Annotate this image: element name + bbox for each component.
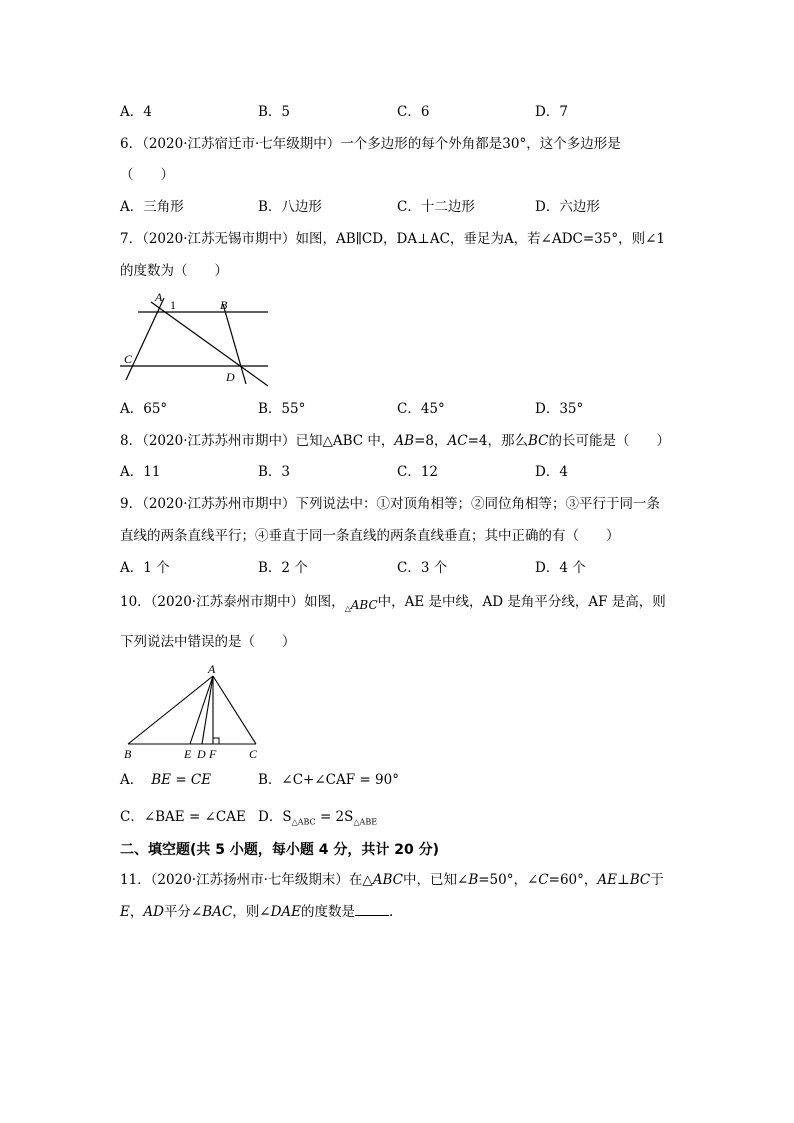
label-c: C xyxy=(249,747,258,761)
q10-option-d-mid: = 2S xyxy=(315,809,354,825)
q10-option-a-math: BE = CE xyxy=(151,772,212,788)
q10-option-d-sub2: △ABE xyxy=(353,817,378,827)
q10-stem-line1 xyxy=(120,593,666,613)
q8-ac: AC xyxy=(447,433,468,449)
q8-ac-val: =4，那么 xyxy=(467,433,528,449)
q10-option-a-label: A． xyxy=(120,772,144,788)
q8-ab-val: =8， xyxy=(414,433,448,449)
q7-option-c: C．45° xyxy=(397,401,445,417)
q11-stem-line2 xyxy=(120,903,393,921)
label-angle-1: 1 xyxy=(170,298,176,312)
label-b: B xyxy=(124,747,132,761)
q10-option-c: C．∠BAE = ∠CAE xyxy=(120,809,246,825)
q10-option-a xyxy=(120,771,211,789)
q11-end: . xyxy=(389,904,394,920)
q7-parallel-lines-figure xyxy=(118,290,273,390)
side-ac xyxy=(213,676,256,744)
q11-tail2: 的度数是 xyxy=(301,904,355,920)
q8-ab: AB xyxy=(394,433,415,449)
q11-ad: AD xyxy=(143,904,164,920)
q6-option-b: B．八边形 xyxy=(258,199,322,215)
q11-bc: BC xyxy=(629,872,651,888)
q11-stem-line1 xyxy=(120,871,664,889)
q5-option-b: B．5 xyxy=(258,104,291,120)
q9-option-b: B．2 个 xyxy=(258,560,308,576)
q10-option-d-label: D． xyxy=(258,809,283,825)
q11-tail1: 于 xyxy=(650,872,664,888)
section-2-heading: 二、填空题(共 5 小题，每小题 4 分，共计 20 分) xyxy=(120,842,440,858)
q9-option-a: A．1 个 xyxy=(120,560,170,576)
q10-option-d xyxy=(258,808,377,832)
q11-mid5: ，则∠ xyxy=(232,904,271,920)
q10-option-d-s1: S xyxy=(282,809,292,825)
label-f: F xyxy=(209,747,217,761)
q8-option-b: B．3 xyxy=(258,464,291,480)
q8-suffix: 的长可能是（ ） xyxy=(548,433,671,449)
q11-bac: BAC xyxy=(202,904,233,920)
q11-mid1: 中，已知∠ xyxy=(403,872,469,888)
q10-abc: ABC xyxy=(350,598,378,612)
q8-bc: BC xyxy=(528,433,549,449)
q7-stem-line1: 7．（2020·江苏无锡市期中）如图，AB∥CD，DA⊥AC，垂足为A，若∠ADC=35°，则∠1 xyxy=(120,231,665,247)
q10-option-d-sub1: △ABC xyxy=(291,817,316,827)
label-a: A xyxy=(155,290,163,304)
q9-option-d: D．4 个 xyxy=(535,560,586,576)
q5-option-c: C．6 xyxy=(397,104,430,120)
q11-answer-blank[interactable] xyxy=(355,903,389,916)
q5-option-a: A．4 xyxy=(120,104,152,120)
q11-mid3: =60°， xyxy=(548,872,598,888)
q10-stem-line2: 下列说法中错误的是（ ） xyxy=(120,634,296,650)
q6-paren: （ ） xyxy=(120,167,174,183)
q10-option-b: B．∠C+∠CAF = 90° xyxy=(258,772,399,788)
q7-option-a: A．65° xyxy=(120,401,168,417)
q11-prefix: 11．（2020·江苏扬州市·七年级期末）在△ xyxy=(120,872,373,888)
q7-option-b: B．55° xyxy=(258,401,306,417)
q10-triangle-figure xyxy=(118,660,273,762)
q7-stem-line2: 的度数为（ ） xyxy=(120,263,228,279)
bisector-ad xyxy=(202,676,213,744)
q9-stem-line2: 直线的两条直线平行；④垂直于同一条直线的两条直线垂直；其中正确的有（ ） xyxy=(120,528,620,544)
q5-option-d: D．7 xyxy=(535,104,568,120)
q11-ae: AE xyxy=(597,872,617,888)
label-d: D xyxy=(226,370,235,384)
q11-mid2: =50°，∠ xyxy=(478,872,539,888)
q11-b: B xyxy=(468,872,479,888)
side-ab xyxy=(128,676,213,744)
q11-perp: ⊥ xyxy=(617,872,630,888)
median-ae xyxy=(190,676,213,744)
q11-e: E xyxy=(120,904,130,920)
q8-stem xyxy=(120,432,670,450)
q11-abc: ABC xyxy=(372,872,403,888)
q9-option-c: C．3 个 xyxy=(397,560,448,576)
label-b: B xyxy=(220,298,228,312)
q11-c: C xyxy=(538,872,549,888)
q10-suffix: 中，AE 是中线，AD 是角平分线，AF 是高，则 xyxy=(377,594,666,610)
q6-option-d: D．六边形 xyxy=(535,199,600,215)
q6-option-c: C．十二边形 xyxy=(397,199,475,215)
q6-stem: 6．（2020·江苏宿迁市·七年级期中）一个多边形的每个外角都是30°，这个多边形是 xyxy=(120,136,621,152)
q10-triangle-symbol: △ xyxy=(344,604,351,613)
q11-comma: ， xyxy=(129,904,144,920)
q8-option-c: C．12 xyxy=(397,464,439,480)
q10-prefix: 10．（2020·江苏泰州市期中）如图， xyxy=(120,594,345,610)
q11-mid4: 平分∠ xyxy=(163,904,203,920)
q9-stem-line1: 9．（2020·江苏苏州市期中）下列说法中：①对顶角相等；②同位角相等；③平行于同一条 xyxy=(120,496,660,512)
q8-option-d: D．4 xyxy=(535,464,568,480)
label-d: D xyxy=(197,747,206,761)
q7-option-d: D．35° xyxy=(535,401,584,417)
q6-option-a: A．三角形 xyxy=(120,199,184,215)
q8-prefix: 8．（2020·江苏苏州市期中）已知△ABC 中， xyxy=(120,433,395,449)
label-c: C xyxy=(124,352,133,366)
right-angle-mark xyxy=(213,738,219,744)
label-a: A xyxy=(208,662,216,676)
q8-option-a: A．11 xyxy=(120,464,161,480)
q11-dae: DAE xyxy=(270,904,301,920)
label-e: E xyxy=(184,747,192,761)
